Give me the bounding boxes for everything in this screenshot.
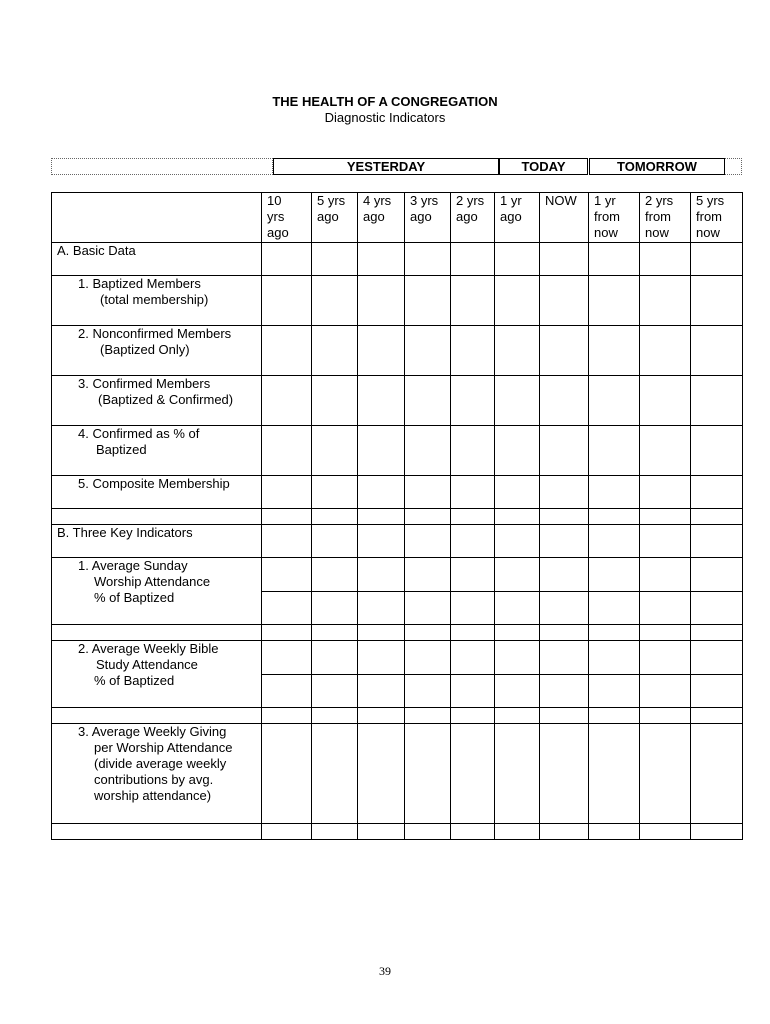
document-title: THE HEALTH OF A CONGREGATION <box>272 94 498 109</box>
table-row <box>52 243 743 276</box>
corner-cell <box>52 193 262 243</box>
col-2yrs-from-now: 2 yrs from now <box>640 193 691 243</box>
table-row <box>52 641 743 675</box>
period-header-spacer <box>51 158 273 175</box>
table-row <box>52 476 743 509</box>
col-2yrs-ago: 2 yrs ago <box>451 193 495 243</box>
table-row <box>52 724 743 824</box>
col-4yrs-ago: 4 yrs ago <box>358 193 405 243</box>
table-row-spacer <box>52 509 743 525</box>
column-header-row <box>52 193 743 243</box>
col-10yrs-ago: 10 yrs ago <box>262 193 312 243</box>
period-tomorrow: TOMORROW <box>589 158 725 175</box>
table-row-spacer <box>52 824 743 840</box>
row-label-nonconfirmed-members: 2. Nonconfirmed Members (Baptized Only) <box>52 326 262 376</box>
col-5yrs-ago: 5 yrs ago <box>312 193 358 243</box>
col-5yrs-from-now: 5 yrs from now <box>691 193 743 243</box>
table-row-spacer <box>52 625 743 641</box>
table-row-spacer <box>52 708 743 724</box>
indicators-table <box>51 192 743 840</box>
table-row <box>52 276 743 326</box>
row-label-baptized-members: 1. Baptized Members (total membership) <box>52 276 262 326</box>
col-1yr-from-now: 1 yr from now <box>589 193 640 243</box>
table-row <box>52 558 743 592</box>
row-label-confirmed-percent: 4. Confirmed as % of Baptized <box>52 426 262 476</box>
row-label-confirmed-members: 3. Confirmed Members (Baptized & Confirmed) <box>52 376 262 426</box>
period-today: TODAY <box>499 158 588 175</box>
table-row <box>52 525 743 558</box>
section-b-heading: B. Three Key Indicators <box>52 525 262 558</box>
table-row <box>52 426 743 476</box>
period-yesterday: YESTERDAY <box>273 158 499 175</box>
section-a-heading: A. Basic Data <box>52 243 262 276</box>
document-subtitle: Diagnostic Indicators <box>324 110 446 125</box>
row-label-sunday-worship: 1. Average Sunday Worship Attendance % of Baptized <box>52 558 262 625</box>
row-label-weekly-giving: 3. Average Weekly Giving per Worship Attendance (divide average weekly contributions by avg. worship attendance) <box>52 724 262 824</box>
col-3yrs-ago: 3 yrs ago <box>405 193 451 243</box>
page-number: 39 <box>379 964 391 978</box>
row-label-composite-membership: 5. Composite Membership <box>52 476 262 509</box>
col-now: NOW <box>540 193 589 243</box>
period-header-end <box>725 158 742 175</box>
row-label-bible-study: 2. Average Weekly Bible Study Attendance % of Baptized <box>52 641 262 708</box>
table-row <box>52 376 743 426</box>
table-row <box>52 326 743 376</box>
col-1yr-ago: 1 yr ago <box>495 193 540 243</box>
